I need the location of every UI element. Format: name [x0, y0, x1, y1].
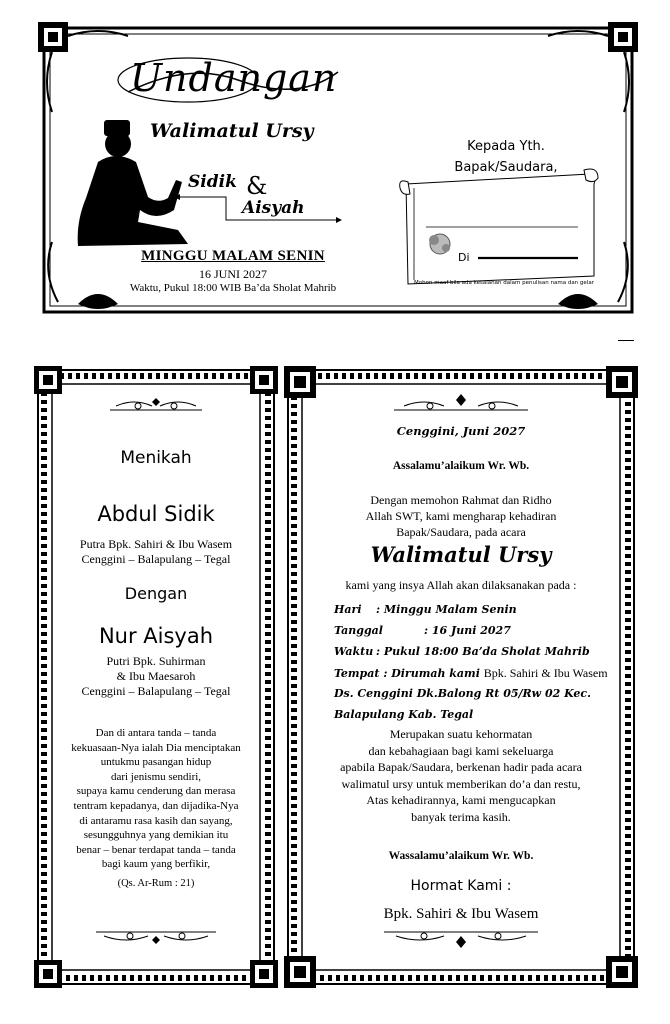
tempat-value: : Dirumah kami [383, 667, 480, 680]
title-undangan: Undangan [130, 56, 338, 100]
opening-line: Bapak/Saudara, pada acara [396, 525, 526, 539]
detail-address-2: Balapulang Kab. Tegal [334, 708, 474, 721]
opening-line: Allah SWT, kami mengharap kehadiran [365, 509, 557, 523]
verse-line: benar – benar terdapat tanda – tanda [76, 843, 236, 856]
event-day: MINGGU MALAM SENIN [141, 248, 325, 264]
verse-line: sesungguhnya yang demikian itu [83, 829, 229, 842]
address-scroll-icon [400, 169, 598, 284]
detail-hari [334, 603, 517, 616]
verse-line: Dan di antara tanda – tanda [95, 727, 217, 739]
couple-card [34, 366, 278, 988]
tempat-label: Tempat [334, 667, 380, 680]
verse-line: di antaramu rasa kasih dan sayang, [79, 814, 233, 827]
closing-line: Atas kehadirannya, kami mengucapkan [366, 793, 556, 807]
hormat-label: Hormat Kami : [410, 878, 512, 894]
hari-label: Hari [334, 603, 362, 616]
invitation-card [284, 366, 638, 988]
verse-line: untukmu pasangan hidup [100, 756, 212, 769]
scroll-note: Mohon maaf bila ada kesalahan dalam penulisan nama dan gelar [414, 280, 594, 286]
detail-tanggal [334, 624, 511, 637]
opening-text [284, 492, 638, 540]
salam-opening: Assalamu’alaikum Wr. Wb. [392, 460, 530, 472]
closing-line: apabila Bapak/Saudara, berkenan hadir pada acara [340, 760, 582, 774]
verse-reference: (Qs. Ar-Rum : 21) [117, 878, 195, 889]
groom-address: Cenggini – Balapulang – Tegal [81, 552, 231, 566]
tempat-host: Bpk. Sahiri & Ibu Wasem [483, 666, 608, 680]
tanggal-label: Tanggal [334, 624, 383, 637]
event-time: Waktu, Pukul 18:00 WIB Ba’da Sholat Mahrib [129, 282, 337, 294]
waktu-label: Waktu [334, 645, 374, 658]
closing-line: dan kebahagiaan bagi kami sekeluarga [368, 743, 554, 758]
bride-parents-1: Putri Bpk. Suhirman [106, 654, 206, 668]
bride-short-name: Aisyah [242, 198, 305, 218]
event-title: Walimatul Ursy [370, 542, 552, 567]
menikah-heading: Menikah [120, 448, 192, 468]
closing-line: banyak terima kasih. [411, 809, 511, 824]
signature: Bpk. Sahiri & Ibu Wasem [383, 906, 539, 922]
place-date: Cenggini, Juni 2027 [396, 424, 526, 438]
detail-address-1: Ds. Cenggini Dk.Balong Rt 05/Rw 02 Kec. [334, 687, 591, 700]
waktu-value: : Pukul 18:00 Ba’da Sholat Mahrib [376, 645, 590, 658]
closing-line: walimatul ursy untuk memberikan do’a dan restu, [341, 776, 581, 791]
event-title: Walimatul Ursy [150, 120, 314, 142]
groom-parents: Putra Bpk. Sahiri & Ibu Wasem [79, 537, 233, 551]
closing-text [284, 726, 638, 825]
quran-verse [44, 726, 268, 872]
cover-card [38, 22, 638, 318]
kepada-line-1: Kepada Yth. [467, 139, 545, 154]
tanggal-value: : 16 Juni 2027 [424, 624, 511, 637]
detail-waktu [334, 645, 590, 658]
closing-line: Merupakan suatu kehormatan [389, 727, 533, 741]
groom-short-name: Sidik [188, 172, 237, 192]
verse-line: tentram kepadanya, dan dijadika-Nya [73, 799, 239, 812]
ampersand: & [246, 172, 268, 200]
verse-line: supaya kamu cenderung dan merasa [76, 785, 236, 798]
dengan-label: Dengan [124, 584, 188, 603]
bride-address: Cenggini – Balapulang – Tegal [81, 684, 231, 698]
event-date: 16 JUNI 2027 [199, 267, 267, 281]
opening-line: Dengan memohon Rahmat dan Ridho [370, 493, 552, 507]
bride-parents-2: & Ibu Maesaroh [116, 669, 196, 683]
verse-line: dari jenismu sendiri, [110, 770, 202, 783]
salam-closing: Wassalamu’alaikum Wr. Wb. [388, 850, 534, 862]
detail-tempat [334, 666, 608, 681]
bride-name: Nur Aisyah [98, 624, 214, 648]
intro-text: kami yang insya Allah akan dilaksanakan pada : [345, 578, 577, 592]
kepada-line-2: Bapak/Saudara, [454, 160, 558, 175]
groom-name: Abdul Sidik [97, 502, 215, 526]
verse-line: kekuasaan-Nya ialah Dia menciptakan [71, 741, 241, 754]
hari-value: : Minggu Malam Senin [376, 603, 517, 616]
verse-line: bagi kaum yang berfikir, [101, 858, 211, 871]
recipient-heading [426, 136, 586, 178]
divider [618, 340, 634, 341]
di-label: Di [458, 251, 470, 264]
